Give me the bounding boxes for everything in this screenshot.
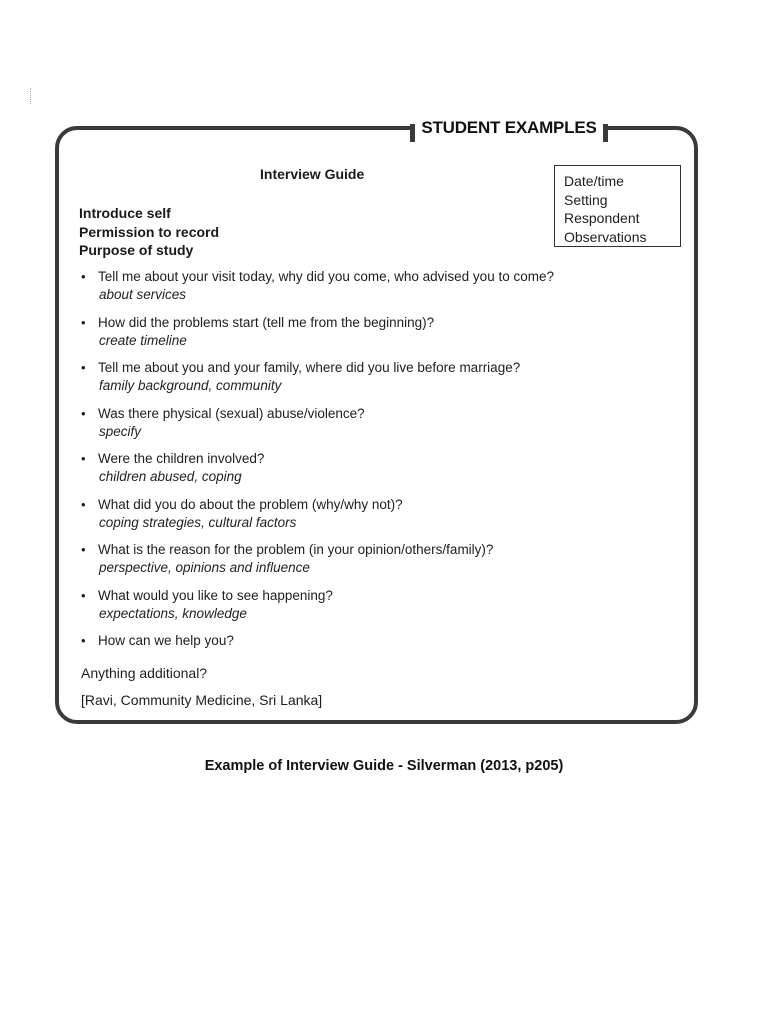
guide-title: Interview Guide: [260, 166, 365, 182]
intro-introduce-self: Introduce self: [79, 205, 171, 221]
bullet-icon: •: [81, 542, 86, 557]
figure-caption: Example of Interview Guide - Silverman (2013, p205): [204, 758, 564, 774]
question-item: [79, 359, 639, 395]
question-text: Tell me about your visit today, why did you come, who advised you to come?: [98, 269, 554, 284]
anything-additional: Anything additional?: [81, 665, 208, 681]
bullet-icon: •: [81, 360, 86, 375]
question-item: [79, 450, 639, 486]
question-item: [79, 496, 639, 532]
info-observations: Observations: [564, 228, 647, 245]
bullet-icon: •: [81, 269, 86, 284]
question-list: [79, 268, 639, 660]
question-note: expectations, knowledge: [99, 605, 247, 621]
bullet-icon: •: [81, 405, 86, 421]
question-item: [79, 314, 639, 350]
banner-right-tick: [603, 124, 608, 142]
question-note: specify: [99, 423, 142, 439]
question-item: [79, 587, 639, 623]
question-note: create timeline: [99, 332, 187, 348]
scan-speck: [30, 88, 33, 104]
question-note: coping strategies, cultural factors: [99, 514, 297, 530]
info-date-time: Date/time: [564, 173, 624, 189]
question-note: about services: [99, 287, 187, 302]
info-box: [554, 165, 681, 247]
question-text: How can we help you?: [98, 633, 234, 648]
question-text: How did the problems start (tell me from the beginning)?: [98, 314, 435, 330]
info-setting: Setting: [564, 191, 608, 208]
attribution: [Ravi, Community Medicine, Sri Lanka]: [81, 692, 323, 708]
question-note: children abused, coping: [99, 469, 242, 484]
banner-title: STUDENT EXAMPLES: [421, 118, 597, 137]
question-item: [79, 268, 639, 304]
question-note: perspective, opinions and influence: [99, 560, 310, 575]
question-item: [79, 632, 639, 650]
question-text: Was there physical (sexual) abuse/violence?: [98, 405, 365, 421]
info-respondent: Respondent: [564, 210, 640, 226]
question-text: Tell me about you and your family, where did you live before marriage?: [98, 360, 521, 375]
question-item: [79, 541, 639, 577]
bullet-icon: •: [81, 633, 86, 648]
bullet-icon: •: [81, 496, 86, 512]
question-text: Were the children involved?: [98, 451, 265, 466]
intro-purpose-of-study: Purpose of study: [79, 242, 194, 258]
intro-permission-to-record: Permission to record: [79, 223, 220, 240]
question-text: What did you do about the problem (why/why not)?: [98, 496, 403, 512]
question-note: family background, community: [99, 378, 282, 393]
bullet-icon: •: [81, 314, 86, 330]
banner-left-tick: [410, 124, 415, 142]
question-item: [79, 405, 639, 441]
question-text: What would you like to see happening?: [98, 587, 333, 603]
question-text: What is the reason for the problem (in your opinion/others/family)?: [98, 542, 494, 557]
bullet-icon: •: [81, 451, 86, 466]
bullet-icon: •: [81, 587, 86, 603]
intro-list: [79, 204, 219, 260]
